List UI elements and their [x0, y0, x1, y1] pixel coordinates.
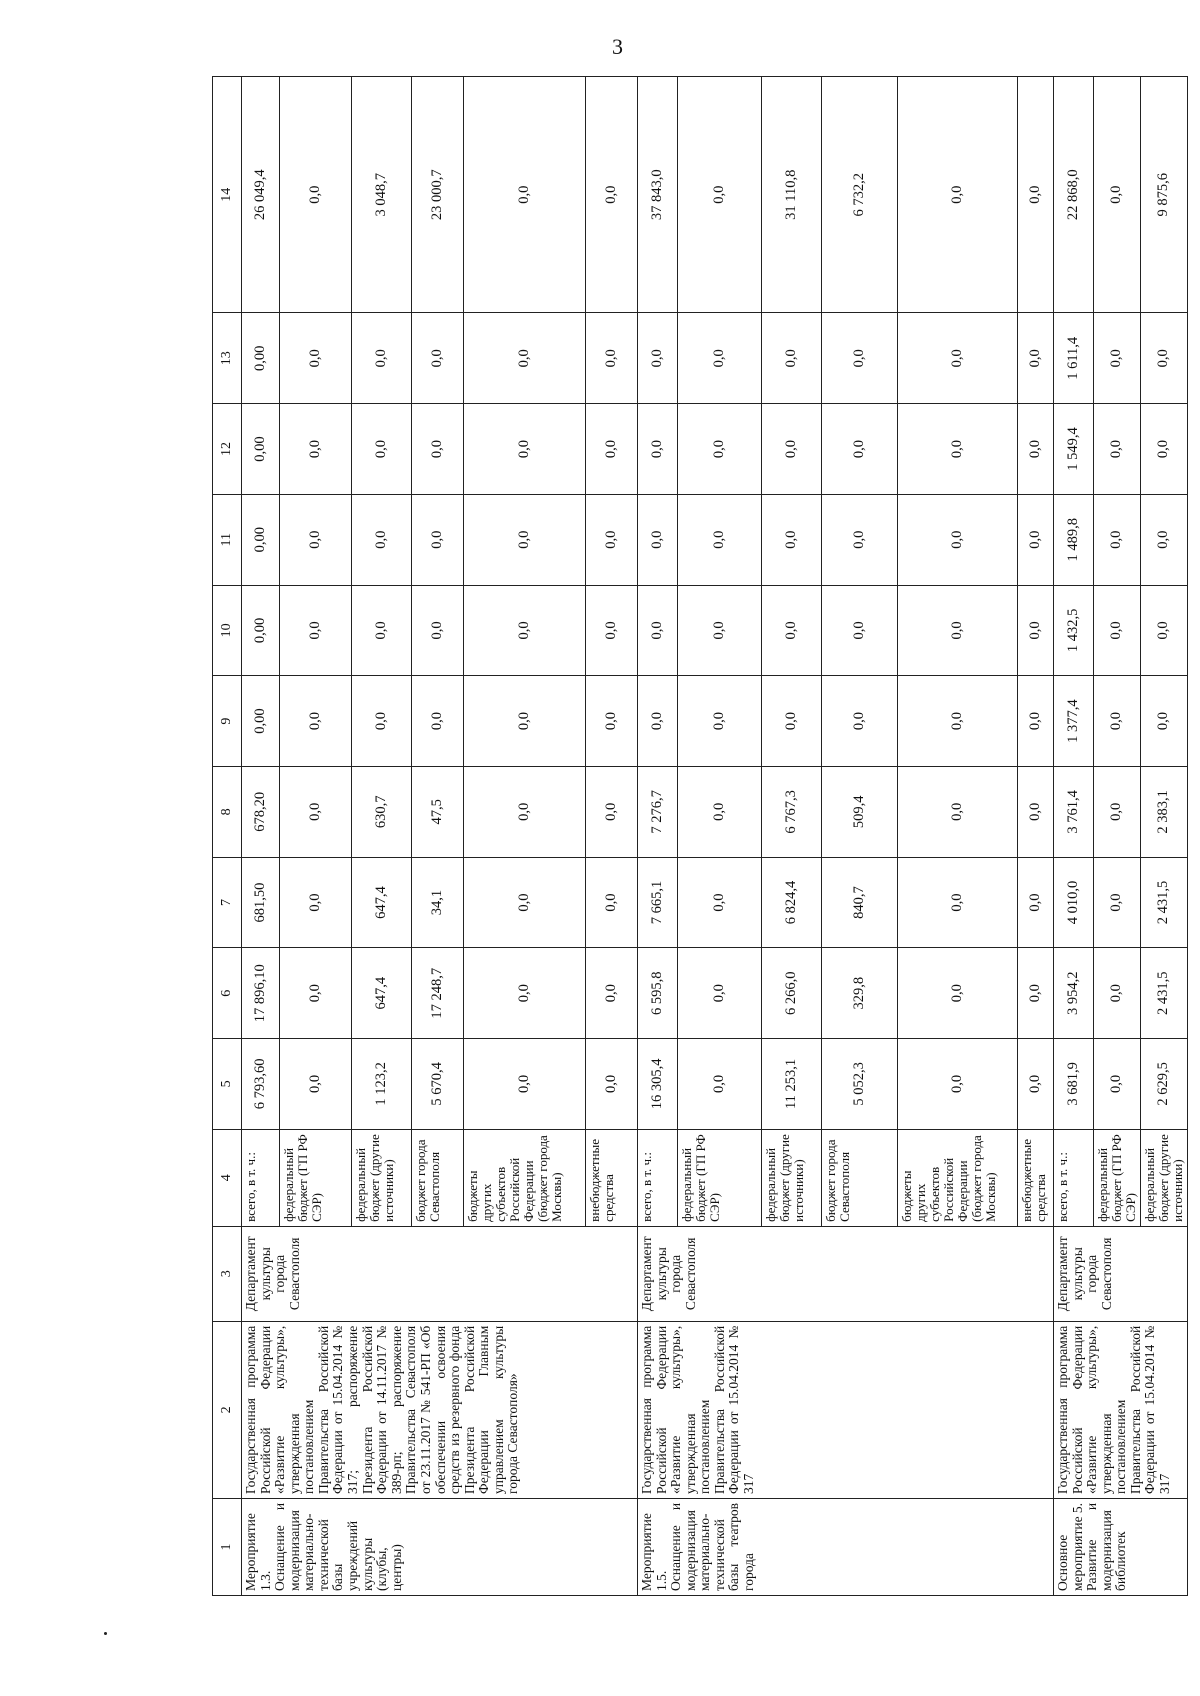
funding-source-cell: всего, в т. ч.:: [242, 1129, 280, 1226]
value-cell: 0,0: [1094, 676, 1141, 767]
value-cell: 0,0: [898, 766, 1018, 857]
value-cell: 0,0: [464, 948, 586, 1039]
column-header: 1: [213, 1498, 242, 1595]
measure-cell: Мероприятие 1.3. Оснащение и модернизация материально-технической базы учреждений культуры (клубы, центры): [242, 1498, 638, 1595]
column-header: 9: [213, 676, 242, 767]
value-cell: 1 549,4: [1054, 404, 1094, 495]
column-header: 10: [213, 585, 242, 676]
funding-source-cell: всего, в т. ч.:: [638, 1129, 678, 1226]
executor-cell: Департамент культуры города Севастополя: [242, 1226, 638, 1321]
column-header: 3: [213, 1226, 242, 1321]
value-cell: 647,4: [352, 948, 412, 1039]
value-cell: 2 431,5: [1141, 948, 1188, 1039]
value-cell: 0,0: [464, 676, 586, 767]
value-cell: 630,7: [352, 766, 412, 857]
value-cell: 1 377,4: [1054, 676, 1094, 767]
value-cell: 0,0: [638, 313, 678, 404]
value-cell: 0,0: [280, 948, 352, 1039]
funding-source-cell: всего, в т. ч.:: [1054, 1129, 1094, 1226]
value-cell: 0,0: [1094, 404, 1141, 495]
value-cell: 6 824,4: [762, 857, 822, 948]
column-header: 12: [213, 404, 242, 495]
value-cell: 7 276,7: [638, 766, 678, 857]
value-cell: 0,00: [242, 494, 280, 585]
value-cell: 0,00: [242, 676, 280, 767]
value-cell: 0,0: [678, 676, 762, 767]
value-cell: 0,0: [822, 585, 898, 676]
value-cell: 0,0: [638, 404, 678, 495]
value-cell: 6 767,3: [762, 766, 822, 857]
value-cell: 1 432,5: [1054, 585, 1094, 676]
value-cell: 0,0: [678, 77, 762, 313]
value-cell: 329,8: [822, 948, 898, 1039]
value-cell: 0,0: [898, 77, 1018, 313]
value-cell: 0,0: [1094, 857, 1141, 948]
value-cell: 0,0: [280, 404, 352, 495]
value-cell: 0,0: [1018, 494, 1054, 585]
value-cell: 0,0: [352, 585, 412, 676]
value-cell: 0,0: [898, 1039, 1018, 1130]
value-cell: 0,0: [412, 494, 464, 585]
value-cell: 17 896,10: [242, 948, 280, 1039]
value-cell: 0,0: [1094, 313, 1141, 404]
value-cell: 840,7: [822, 857, 898, 948]
value-cell: 0,00: [242, 404, 280, 495]
value-cell: 0,0: [586, 1039, 638, 1130]
value-cell: 0,0: [1018, 948, 1054, 1039]
funding-source-cell: внебюджетные средства: [586, 1129, 638, 1226]
value-cell: 0,00: [242, 313, 280, 404]
page-number: 3: [612, 34, 623, 59]
value-cell: 647,4: [352, 857, 412, 948]
basis-cell: Государственная программа Российской Федерации «Развитие культуры», утвержденная постановлением Правительства Российской Федерации от 15.04.2014 № 317: [638, 1321, 1054, 1498]
executor-cell: Департамент культуры города Севастополя: [1054, 1226, 1188, 1321]
funding-source-cell: бюджет города Севастополя: [822, 1129, 898, 1226]
value-cell: 0,0: [464, 766, 586, 857]
value-cell: 678,20: [242, 766, 280, 857]
value-cell: 31 110,8: [762, 77, 822, 313]
value-cell: 0,0: [1094, 948, 1141, 1039]
value-cell: 7 665,1: [638, 857, 678, 948]
value-cell: 0,0: [586, 404, 638, 495]
value-cell: 0,0: [280, 313, 352, 404]
value-cell: 0,0: [1018, 766, 1054, 857]
column-header: 6: [213, 948, 242, 1039]
value-cell: 0,0: [678, 585, 762, 676]
value-cell: 0,0: [898, 676, 1018, 767]
value-cell: 0,0: [762, 313, 822, 404]
column-header: 7: [213, 857, 242, 948]
value-cell: 1 123,2: [352, 1039, 412, 1130]
value-cell: 0,0: [586, 948, 638, 1039]
table-row: [1054, 77, 1094, 1596]
value-cell: 0,0: [1018, 585, 1054, 676]
funding-source-cell: федеральный бюджет (другие источники): [352, 1129, 412, 1226]
value-cell: 6 732,2: [822, 77, 898, 313]
value-cell: 0,0: [678, 948, 762, 1039]
table-row: [242, 77, 280, 1596]
value-cell: 0,0: [352, 494, 412, 585]
value-cell: 681,50: [242, 857, 280, 948]
value-cell: 0,0: [1018, 676, 1054, 767]
value-cell: 34,1: [412, 857, 464, 948]
value-cell: 0,0: [352, 404, 412, 495]
value-cell: 0,0: [280, 766, 352, 857]
value-cell: 0,0: [280, 676, 352, 767]
value-cell: 0,0: [464, 313, 586, 404]
value-cell: 0,0: [1141, 313, 1188, 404]
value-cell: 0,0: [412, 404, 464, 495]
value-cell: 26 049,4: [242, 77, 280, 313]
value-cell: 1 489,8: [1054, 494, 1094, 585]
value-cell: 6 595,8: [638, 948, 678, 1039]
value-cell: 22 868,0: [1054, 77, 1094, 313]
value-cell: 0,0: [678, 404, 762, 495]
value-cell: 37 843,0: [638, 77, 678, 313]
value-cell: 0,0: [822, 313, 898, 404]
value-cell: 1 611,4: [1054, 313, 1094, 404]
value-cell: 0,0: [1141, 676, 1188, 767]
column-header: 5: [213, 1039, 242, 1130]
value-cell: 3 954,2: [1054, 948, 1094, 1039]
column-header: 2: [213, 1321, 242, 1498]
value-cell: 23 000,7: [412, 77, 464, 313]
value-cell: 0,0: [464, 404, 586, 495]
value-cell: 0,0: [638, 585, 678, 676]
value-cell: 0,0: [898, 948, 1018, 1039]
value-cell: 0,0: [1094, 77, 1141, 313]
value-cell: 0,0: [762, 494, 822, 585]
value-cell: 0,0: [464, 77, 586, 313]
funding-source-cell: федеральный бюджет (другие источники): [762, 1129, 822, 1226]
value-cell: 0,0: [464, 494, 586, 585]
value-cell: 0,0: [1094, 585, 1141, 676]
value-cell: 0,0: [822, 404, 898, 495]
column-header: 14: [213, 77, 242, 313]
scan-dot: [104, 1632, 107, 1635]
value-cell: 0,0: [1018, 857, 1054, 948]
value-cell: 0,0: [762, 404, 822, 495]
value-cell: 0,0: [280, 77, 352, 313]
value-cell: 0,0: [586, 77, 638, 313]
value-cell: 0,0: [586, 585, 638, 676]
column-header: 13: [213, 313, 242, 404]
rotated-table-wrapper: [212, 76, 1186, 1596]
funding-source-cell: бюджеты других субъектов Российской Федерации (бюджет города Москвы): [898, 1129, 1018, 1226]
value-cell: 0,0: [678, 766, 762, 857]
value-cell: 0,0: [762, 585, 822, 676]
value-cell: 2 629,5: [1141, 1039, 1188, 1130]
value-cell: 0,0: [280, 1039, 352, 1130]
value-cell: 0,0: [1018, 77, 1054, 313]
column-header: 8: [213, 766, 242, 857]
value-cell: 0,0: [762, 676, 822, 767]
value-cell: 0,0: [1094, 494, 1141, 585]
value-cell: 5 670,4: [412, 1039, 464, 1130]
value-cell: 0,0: [586, 857, 638, 948]
value-cell: 47,5: [412, 766, 464, 857]
executor-cell: Департамент культуры города Севастополя: [638, 1226, 1054, 1321]
value-cell: 0,0: [678, 857, 762, 948]
value-cell: 0,0: [280, 585, 352, 676]
value-cell: 3 048,7: [352, 77, 412, 313]
value-cell: 2 431,5: [1141, 857, 1188, 948]
value-cell: 0,0: [1141, 404, 1188, 495]
value-cell: 11 253,1: [762, 1039, 822, 1130]
column-header: 4: [213, 1129, 242, 1226]
funding-source-cell: внебюджетные средства: [1018, 1129, 1054, 1226]
value-cell: 0,0: [678, 1039, 762, 1130]
value-cell: 0,0: [898, 494, 1018, 585]
value-cell: 17 248,7: [412, 948, 464, 1039]
value-cell: 0,0: [1018, 1039, 1054, 1130]
value-cell: 0,0: [280, 494, 352, 585]
measure-cell: Мероприятие 1.5. Оснащение и модернизация материально-технической базы театров города: [638, 1498, 1054, 1595]
value-cell: 0,0: [352, 313, 412, 404]
budget-table: [212, 76, 1188, 1596]
value-cell: 0,0: [464, 585, 586, 676]
value-cell: 0,0: [586, 766, 638, 857]
value-cell: 2 383,1: [1141, 766, 1188, 857]
value-cell: 0,0: [678, 494, 762, 585]
funding-source-cell: бюджет города Севастополя: [412, 1129, 464, 1226]
table-row: [638, 77, 678, 1596]
value-cell: 0,0: [822, 494, 898, 585]
value-cell: 0,0: [1018, 313, 1054, 404]
value-cell: 0,0: [1141, 494, 1188, 585]
column-header: 11: [213, 494, 242, 585]
value-cell: 0,0: [280, 857, 352, 948]
value-cell: 0,0: [898, 404, 1018, 495]
value-cell: 0,0: [638, 676, 678, 767]
value-cell: 509,4: [822, 766, 898, 857]
value-cell: 0,0: [464, 857, 586, 948]
value-cell: 9 875,6: [1141, 77, 1188, 313]
header-row: [213, 77, 242, 1596]
value-cell: 16 305,4: [638, 1039, 678, 1130]
value-cell: 0,0: [678, 313, 762, 404]
value-cell: 0,0: [586, 494, 638, 585]
value-cell: 0,0: [1094, 766, 1141, 857]
value-cell: 0,0: [412, 585, 464, 676]
value-cell: 0,0: [638, 494, 678, 585]
value-cell: 0,0: [822, 676, 898, 767]
value-cell: 0,0: [464, 1039, 586, 1130]
value-cell: 0,0: [898, 857, 1018, 948]
funding-source-cell: федеральный бюджет (ГП РФ СЭР): [1094, 1129, 1141, 1226]
value-cell: 0,0: [1094, 1039, 1141, 1130]
value-cell: 0,00: [242, 585, 280, 676]
value-cell: 0,0: [412, 676, 464, 767]
table-body: [242, 77, 1188, 1596]
value-cell: 3 761,4: [1054, 766, 1094, 857]
value-cell: 6 266,0: [762, 948, 822, 1039]
funding-source-cell: федеральный бюджет (ГП РФ СЭР): [678, 1129, 762, 1226]
value-cell: 0,0: [898, 585, 1018, 676]
measure-cell: Основное мероприятие 5. Развитие и модернизация библиотек: [1054, 1498, 1188, 1595]
value-cell: 0,0: [352, 676, 412, 767]
value-cell: 0,0: [412, 313, 464, 404]
value-cell: 0,0: [586, 313, 638, 404]
value-cell: 0,0: [898, 313, 1018, 404]
value-cell: 6 793,60: [242, 1039, 280, 1130]
funding-source-cell: федеральный бюджет (другие источники): [1141, 1129, 1188, 1226]
funding-source-cell: федеральный бюджет (ГП РФ СЭР): [280, 1129, 352, 1226]
value-cell: 0,0: [586, 676, 638, 767]
basis-cell: Государственная программа Российской Федерации «Развитие культуры», утвержденная постановлением Правительства Российской Федерации от 15.04.2014 № 317; распоряжение Президента Российской Федерации от 14.11.2017 № 389-рп; распоряжение Правительства Севастополя от 23.11.2017 № 541-РП «Об обеспечении освоения средств из резервного фонда Президента Российской Федерации Главным управлением культуры города Севастополя»: [242, 1321, 638, 1498]
value-cell: 5 052,3: [822, 1039, 898, 1130]
value-cell: 0,0: [1141, 585, 1188, 676]
value-cell: 3 681,9: [1054, 1039, 1094, 1130]
basis-cell: Государственная программа Российской Федерации «Развитие культуры», утвержденная постановлением Правительства Российской Федерации от 15.04.2014 № 317: [1054, 1321, 1188, 1498]
value-cell: 4 010,0: [1054, 857, 1094, 948]
value-cell: 0,0: [1018, 404, 1054, 495]
funding-source-cell: бюджеты других субъектов Российской Федерации (бюджет города Москвы): [464, 1129, 586, 1226]
